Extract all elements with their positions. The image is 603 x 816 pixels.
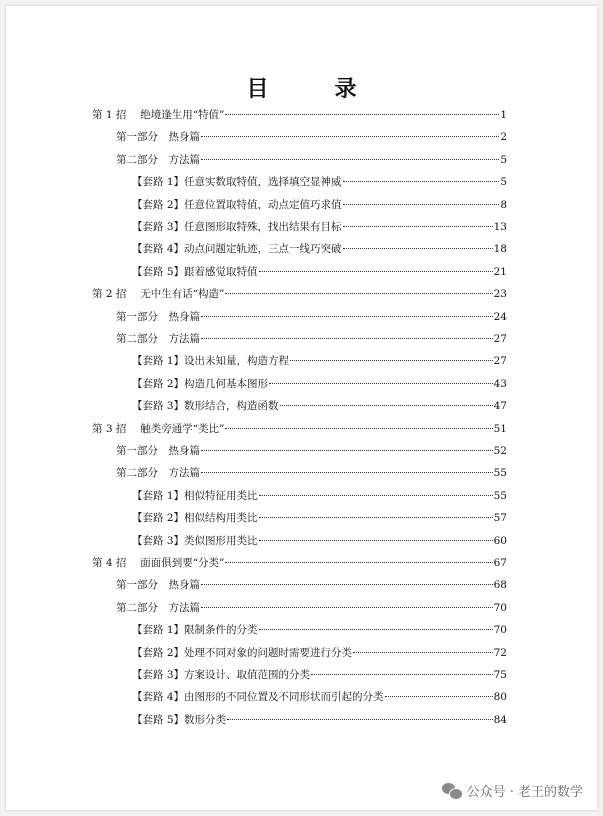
dot-leader	[201, 145, 499, 160]
toc-entry[interactable]	[116, 125, 507, 144]
toc-entry-page: 55	[493, 489, 507, 502]
dot-leader	[201, 302, 493, 317]
dot-leader	[201, 570, 493, 585]
toc-entry[interactable]	[92, 103, 507, 119]
dot-leader	[201, 324, 493, 339]
toc-entry[interactable]	[116, 573, 507, 592]
dot-leader	[259, 615, 493, 630]
toc-entry-label: 第一部分 热身篇	[116, 445, 200, 457]
toc-entry-page: 27	[493, 333, 507, 345]
toc-entry-page: 27	[493, 355, 507, 368]
toc-entry-label: 第二部分 方法篇	[116, 333, 200, 345]
toc-entry[interactable]	[116, 439, 507, 455]
toc-entry[interactable]	[92, 417, 507, 433]
toc-entry[interactable]	[132, 349, 507, 368]
toc-entry-label: 【套路 2】构造几何基本图形	[132, 377, 269, 390]
page-title: 目 录	[246, 76, 379, 102]
dot-leader	[259, 481, 493, 496]
toc-entry-label: 第一部分 热身篇	[116, 579, 200, 592]
dot-leader	[353, 638, 493, 653]
toc-entry[interactable]	[132, 193, 507, 209]
toc-entry-page: 84	[493, 713, 507, 726]
toc-entry[interactable]	[132, 394, 507, 413]
toc-entry-page: 70	[493, 601, 507, 614]
toc-entry[interactable]	[132, 260, 507, 276]
dot-leader	[201, 458, 493, 473]
dot-leader	[343, 212, 493, 227]
toc-entry-label: 【套路 5】跟着感觉取特值	[132, 265, 258, 278]
toc-entry-label: 第 4 招 面面俱到要“分类”	[92, 557, 225, 569]
toc-entry[interactable]	[132, 215, 507, 231]
toc-entry-page: 47	[493, 400, 507, 413]
toc-entry-page: 68	[493, 579, 507, 592]
dot-leader	[225, 100, 499, 115]
toc-entry-page: 24	[493, 310, 507, 323]
dot-leader	[227, 705, 493, 720]
toc-entry-label: 【套路 4】动点问题定轨迹，三点一线巧突破	[132, 243, 342, 256]
dot-leader	[201, 593, 493, 608]
dot-leader	[269, 369, 493, 384]
dot-leader	[225, 548, 492, 563]
toc-entry-page: 72	[493, 646, 507, 659]
dot-leader	[201, 122, 499, 137]
toc-entry-page: 1	[500, 109, 507, 121]
toc-entry[interactable]	[132, 170, 507, 189]
dot-leader	[311, 660, 493, 675]
toc-entry-label: 【套路 1】任意实数取特值，选择填空显神威	[132, 176, 342, 189]
toc-entry[interactable]	[132, 529, 507, 545]
toc-entry-label: 第 2 招 无中生有话“构造”	[92, 288, 225, 301]
toc-entry-label: 【套路 5】数形分类	[132, 713, 227, 726]
toc-entry[interactable]	[116, 327, 507, 343]
toc-entry[interactable]	[132, 618, 507, 637]
toc-entry-label: 第一部分 热身篇	[116, 310, 200, 323]
dot-leader	[201, 436, 493, 451]
toc-entry[interactable]	[132, 708, 507, 724]
dot-leader	[343, 234, 493, 249]
toc-entry-page: 51	[493, 422, 507, 435]
toc-entry[interactable]	[116, 461, 507, 480]
toc-entry-label: 【套路 4】由图形的不同位置及不同形状而引起的分类	[132, 691, 384, 704]
wechat-icon	[442, 783, 462, 799]
toc-entry-page: 21	[493, 265, 507, 278]
dot-leader	[259, 503, 493, 518]
toc-entry[interactable]	[92, 282, 507, 301]
toc-entry-label: 【套路 3】方案设计、取值范围的分类	[132, 669, 311, 681]
toc-entry-label: 第一部分 热身篇	[116, 131, 200, 144]
toc-entry-page: 13	[493, 221, 507, 233]
toc-entry[interactable]	[132, 663, 507, 679]
toc-entry[interactable]	[116, 148, 507, 164]
dot-leader	[343, 167, 500, 182]
toc-entry-page: 5	[500, 153, 507, 166]
toc-entry-label: 【套路 2】处理不同对象的问题时需要进行分类	[132, 646, 353, 659]
toc-entry[interactable]	[132, 237, 507, 256]
toc-entry-page: 55	[493, 467, 507, 480]
toc-entry[interactable]	[116, 305, 507, 321]
toc-entry-label: 【套路 3】数形结合，构造函数	[132, 400, 279, 413]
dot-leader	[259, 526, 493, 541]
toc-entry-page: 43	[493, 377, 507, 390]
toc-entry-page: 52	[493, 445, 507, 457]
toc-entry[interactable]	[132, 641, 507, 657]
toc-entry[interactable]	[132, 372, 507, 388]
toc-entry-page: 23	[493, 288, 507, 301]
toc-entry-label: 【套路 2】相似结构用类比	[132, 512, 258, 525]
watermark	[442, 781, 583, 800]
watermark-text: 公众号 · 老王的数学	[466, 785, 583, 800]
toc-entry-label: 【套路 3】任意图形取特殊，找出结果有目标	[132, 221, 342, 233]
dot-leader	[225, 279, 492, 294]
toc-entry-page: 60	[493, 534, 507, 547]
toc-entry[interactable]	[132, 484, 507, 500]
toc-entry-page: 57	[493, 512, 507, 525]
toc-entry-page: 75	[493, 669, 507, 681]
toc-entry-label: 第 3 招 触类旁通学“类比”	[92, 422, 225, 435]
toc-entry-page: 5	[500, 176, 507, 189]
toc-entry-label: 第二部分 方法篇	[116, 467, 200, 480]
toc-entry-label: 第二部分 方法篇	[116, 153, 200, 166]
dot-leader	[259, 257, 493, 272]
toc-entry-page: 8	[500, 198, 507, 211]
toc-entry-page: 70	[493, 624, 507, 637]
dot-leader	[280, 391, 493, 406]
dot-leader	[225, 414, 492, 429]
toc-entry-page: 2	[500, 131, 507, 144]
toc-entry-label: 【套路 1】设出未知量，构造方程	[132, 355, 290, 368]
toc-entry-label: 【套路 2】任意位置取特值，动点定值巧求值	[132, 198, 342, 211]
toc-entry-label: 【套路 1】相似特征用类比	[132, 489, 258, 502]
dot-leader	[290, 346, 493, 361]
toc-entry-label: 【套路 3】类似图形用类比	[132, 534, 258, 547]
toc-entry-page: 18	[493, 243, 507, 256]
dot-leader	[343, 190, 500, 205]
toc-entry[interactable]	[132, 685, 507, 704]
toc-entry[interactable]	[116, 596, 507, 612]
toc-entry-label: 第 1 招 绝境逢生用“特值”	[92, 109, 225, 121]
toc-entry-label: 【套路 1】限制条件的分类	[132, 624, 258, 637]
toc-entry-page: 67	[493, 557, 507, 569]
toc-entry[interactable]	[132, 506, 507, 525]
toc-entry-label: 第二部分 方法篇	[116, 601, 200, 614]
toc-entry[interactable]	[92, 551, 507, 567]
toc-entry-page: 80	[493, 691, 507, 704]
dot-leader	[385, 682, 493, 697]
